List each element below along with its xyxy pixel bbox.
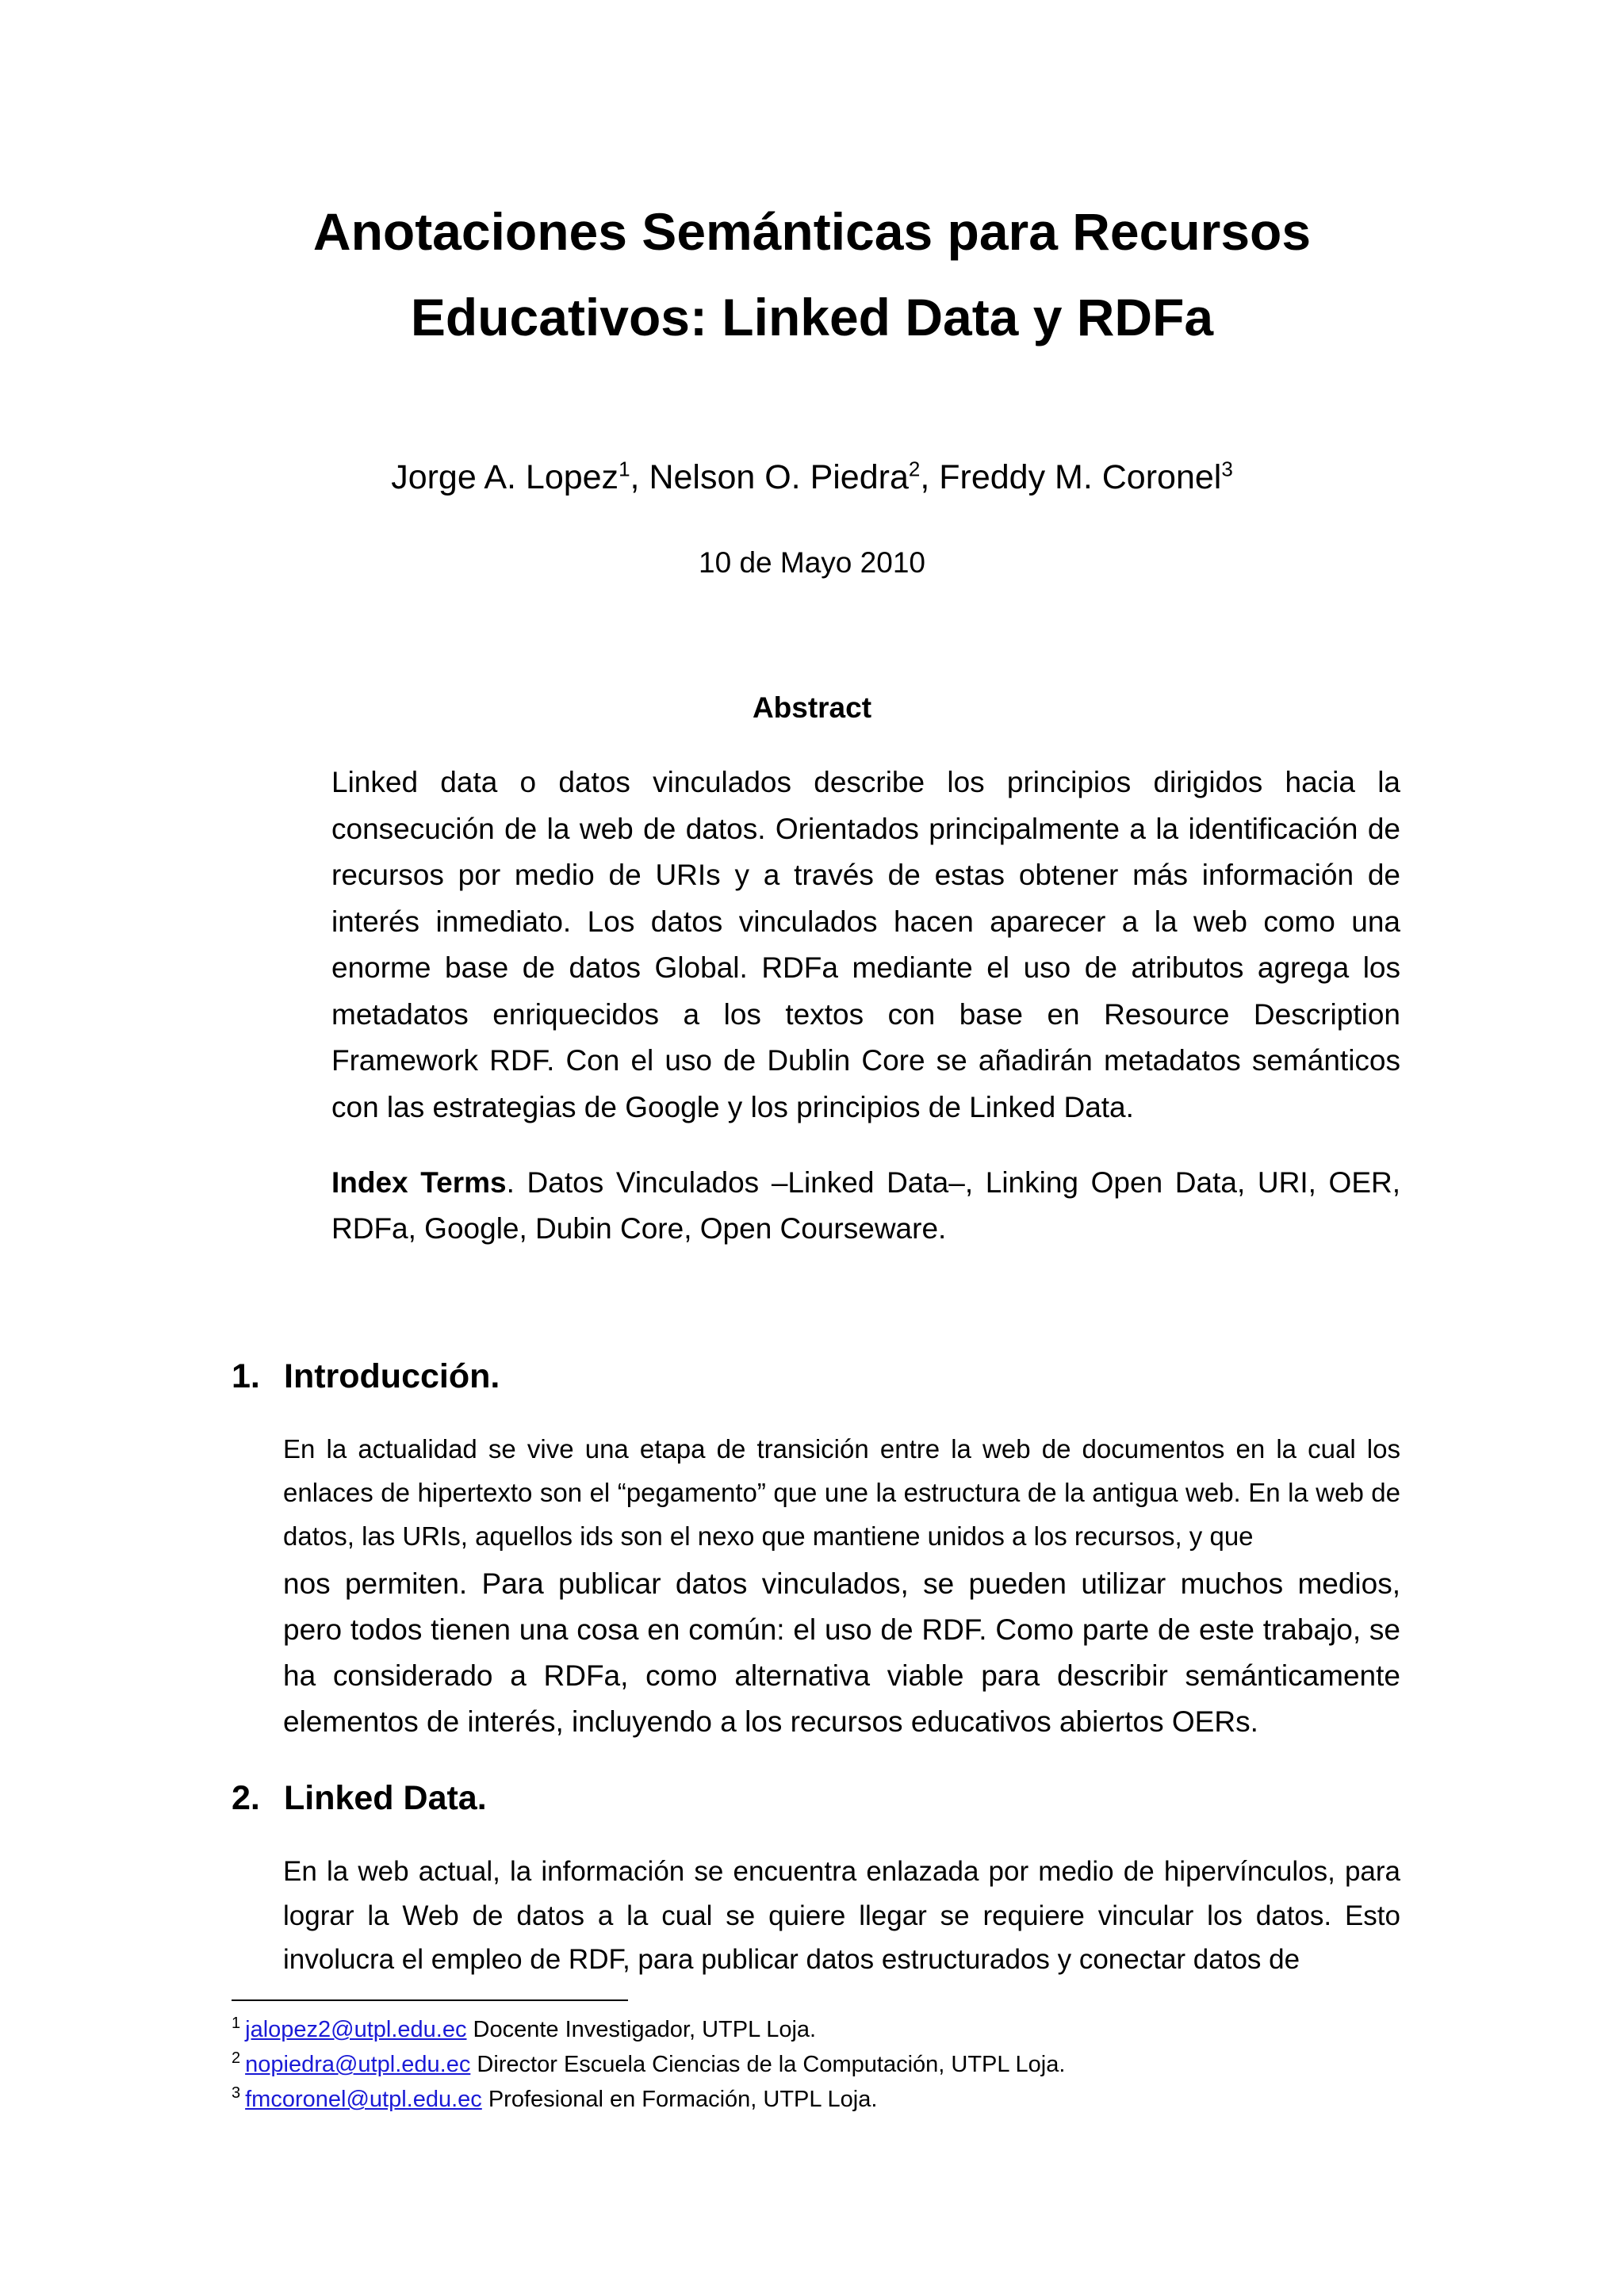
- author-name: Jorge A. Lopez: [391, 458, 619, 496]
- section-title: Introducción.: [284, 1357, 500, 1395]
- section-number: 2.: [232, 1779, 260, 1817]
- footnote-text: Profesional en Formación, UTPL Loja.: [481, 2087, 878, 2112]
- author-list: [238, 453, 1386, 501]
- paper-title: [238, 189, 1386, 360]
- footnote-email-link[interactable]: nopiedra@utpl.edu.ec: [245, 2052, 471, 2077]
- abstract-heading: Abstract: [752, 691, 872, 724]
- section-heading-linked-data: [232, 1774, 487, 1822]
- linked-data-paragraph: En la web actual, la información se encuentra enlazada por medio de hipervínculos, para lograr la Web de datos a la cual se quiere llegar se requiere vincular los datos. Esto involucra el empleo de RDF, para publicar datos estructurados y conectar datos de: [283, 1856, 1400, 1975]
- footnote-mark: 1: [232, 2015, 241, 2033]
- footnote-text: Director Escuela Ciencias de la Computación, UTPL Loja.: [470, 2052, 1066, 2077]
- intro-paragraph-part-2: nos permiten. Para publicar datos vinculados, se pueden utilizar muchos medios, pero todos tienen una cosa en común: el uso de RDF. Como parte de este trabajo, se ha considerado a RDFa, como alternativa viable para describir semánticamente elementos de interés, incluyendo a los recursos educativos abiertos OERs.: [283, 1567, 1400, 1738]
- index-terms-label: Index Terms: [331, 1166, 507, 1199]
- footnote-3: [232, 2082, 1386, 2117]
- footnote-2: [232, 2047, 1386, 2082]
- author-name: Nelson O. Piedra: [649, 458, 909, 496]
- footnote-mark: 2: [232, 2049, 241, 2068]
- index-terms-text: . Datos Vinculados –Linked Data–, Linking Open Data, URI, OER, RDFa, Google, Dubin Core, Open Courseware.: [331, 1166, 1400, 1245]
- abstract-text: Linked data o datos vinculados describe los principios dirigidos hacia la consecución de la web de datos. Orientados principalmente a la identificación de recursos por medio de URIs y a través de estas obtener más información de interés inmediato. Los datos vinculados hacen aparecer a la web como una enorme base de datos Global. RDFa mediante el uso de atributos agrega los metadatos enriquecidos a los textos con base en Resource Description Framework RDF. Con el uso de Dublin Core se añadirán metadatos semánticos con las estrategias de Google y los principios de Linked Data.: [331, 766, 1400, 1123]
- title-line-1: Anotaciones Semánticas para Recursos: [312, 202, 1312, 261]
- footnote-email-link[interactable]: fmcoronel@utpl.edu.ec: [245, 2087, 482, 2112]
- publication-date: 10 de Mayo 2010: [699, 546, 925, 579]
- footnote-1: [232, 2012, 1386, 2047]
- footnote-text: Docente Investigador, UTPL Loja.: [466, 2017, 817, 2042]
- intro-paragraph-part-1: En la actualidad se vive una etapa de transición entre la web de documentos en la cual los enlaces de hipertexto son el “pegamento” que une la estructura de la antigua web. En la web de datos, las URIs, aquellos ids son el nexo que mantiene unidos a los recursos, y que: [283, 1434, 1400, 1551]
- author-separator: ,: [630, 458, 649, 496]
- title-line-2: Educativos: Linked Data y RDFa: [410, 288, 1214, 346]
- author-separator: ,: [920, 458, 940, 496]
- footnote-email-link[interactable]: jalopez2@utpl.edu.ec: [245, 2017, 467, 2042]
- index-terms: [331, 1160, 1400, 1252]
- author-footnote-mark: 1: [619, 457, 630, 481]
- section-title: Linked Data.: [284, 1779, 487, 1817]
- section-heading-introduccion: [232, 1353, 500, 1400]
- author-name: Freddy M. Coronel: [939, 458, 1222, 496]
- author-footnote-mark: 2: [908, 457, 921, 481]
- author-footnote-mark: 3: [1221, 457, 1233, 481]
- footnotes: [232, 2012, 1386, 2117]
- footnote-mark: 3: [232, 2084, 241, 2103]
- section-number: 1.: [232, 1357, 260, 1395]
- footnote-divider: [232, 1999, 628, 2001]
